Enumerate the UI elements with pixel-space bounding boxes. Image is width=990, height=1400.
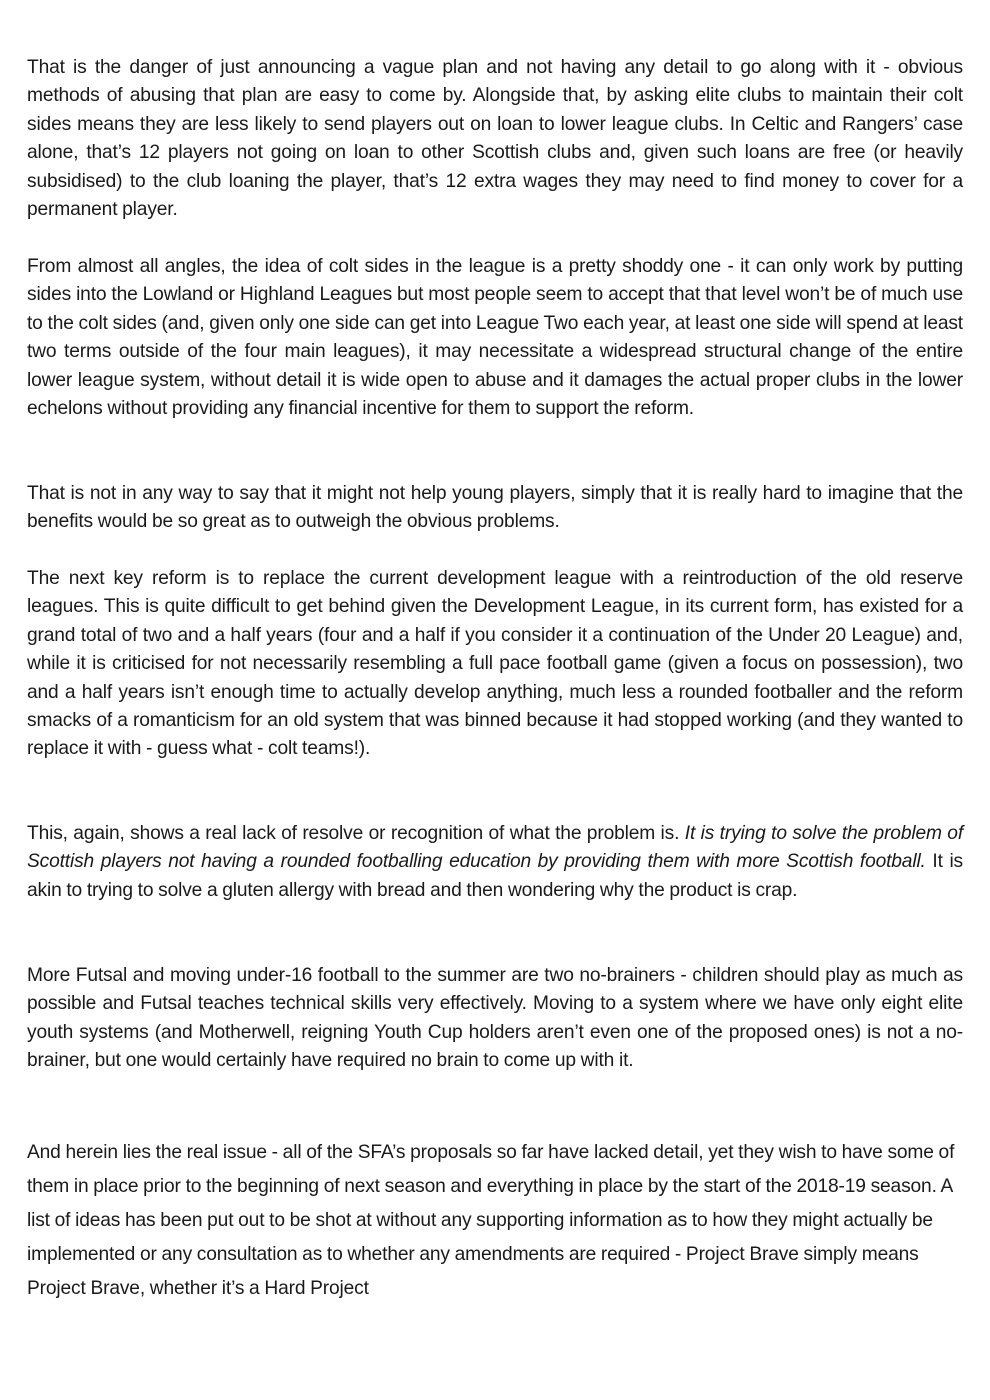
paragraph-sfa-proposals: And herein lies the real issue - all of the SFA’s proposals so far have lacked detail, yet they wish to have some of them in place prior to the beginning of next season and everything in place by the start of the 2018-19 season. A list of ideas has been put out to be shot at without any supporting information as to how they might actually be implemented or any consultation as to whether any amendments are required - Project Brave simply means Project Brave, whether it’s a Hard Project xyxy=(27,1142,955,1299)
paragraph-lead-text: This, again, shows a real lack of resolve or recognition of what the problem is. xyxy=(27,823,685,844)
paragraph-young-players: That is not in any way to say that it might not help young players, simply that it is really hard to imagine that the benefits would be so great as to outweigh the obvious problems. xyxy=(27,483,963,533)
paragraph-futsal: More Futsal and moving under-16 football to the summer are two no-brainers - children should play as much as possible and Futsal teaches technical skills very effectively. Moving to a system where we have only eight elite youth systems (and Motherwell, reigning Youth Cup holders aren’t even one of the proposed ones) is not a no-brainer, but one would certainly have required no brain to come up with it. xyxy=(27,965,963,1072)
italic-emphasis: It is trying to solve the problem of Scottish players not having a rounded footballing education by providing them with more Scottish football. xyxy=(27,823,963,873)
paragraph-colt-sides-abuse: That is the danger of just announcing a vague plan and not having any detail to go along with it - obvious methods of abusing that plan are easy to come by. Alongside that, by asking elite clubs to maintain their colt sides means they are less likely to send players out on loan to lower league clubs. In Celtic and Rangers’ case alone, that’s 12 players not going on loan to other Scottish clubs and, given such loans are free (or heavily subsidised) to the club loaning the player, that’s 12 extra wages they may need to find money to cover for a permanent player. xyxy=(27,57,963,221)
paragraph-tail-text: It is akin to trying to solve a gluten allergy with bread and then wondering why the product is crap. xyxy=(27,851,964,901)
paragraph-lack-of-resolve xyxy=(27,820,963,905)
paragraph-colt-sides-critique: From almost all angles, the idea of colt sides in the league is a pretty shoddy one - it can only work by putting sides into the Lowland or Highland Leagues but most people seem to accept that that level won’t be of much use to the colt sides (and, given only one side can get into League Two each year, at least one side will spend at least two terms outside of the four main leagues), it may necessitate a widespread structural change of the entire lower league system, without detail it is wide open to abuse and it damages the actual proper clubs in the lower echelons without providing any financial incentive for them to support the reform. xyxy=(27,256,963,420)
paragraph-reserve-leagues: The next key reform is to replace the current development league with a reintroduction of the old reserve leagues. This is quite difficult to get behind given the Development League, in its current form, has existed for a grand total of two and a half years (four and a half if you consider it a continuation of the Under 20 League) and, while it is criticised for not necessarily resembling a full pace football game (given a focus on possession), two and a half years isn’t enough time to actually develop anything, much less a rounded footballer and the reform smacks of a romanticism for an old system that was binned because it had stopped working (and they wanted to replace it with - guess what - colt teams!). xyxy=(27,568,963,760)
